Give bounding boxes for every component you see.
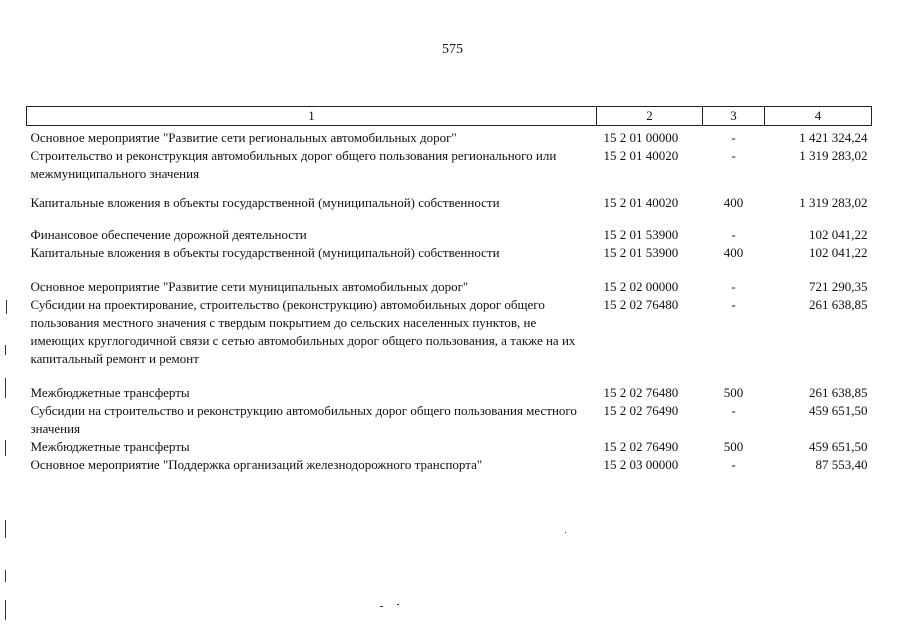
row-code: 15 2 01 53900 — [603, 227, 679, 242]
row-name: Межбюджетные трансферты — [30, 385, 190, 400]
row-type: - — [731, 148, 736, 163]
scan-artifact — [5, 345, 6, 355]
row-code: 15 2 01 00000 — [603, 130, 679, 145]
row-code: 15 2 01 40020 — [603, 195, 679, 210]
row-name: Основное мероприятие "Развитие сети региональных автомобильных дорог" — [30, 130, 457, 145]
row-type: 400 — [723, 195, 744, 210]
table-row — [27, 126, 872, 148]
row-sum: 102 041,22 — [809, 227, 868, 242]
row-sum: 1 319 283,02 — [799, 195, 868, 210]
scan-artifact — [5, 440, 6, 456]
row-sum: 261 638,85 — [809, 297, 868, 312]
row-code: 15 2 02 76490 — [603, 403, 679, 418]
row-name: Межбюджетные трансферты — [30, 439, 190, 454]
row-name: Капитальные вложения в объекты государственной (муниципальной) собственности — [30, 195, 500, 210]
table-row — [27, 212, 872, 244]
scan-artifact — [5, 378, 6, 398]
row-type: - — [731, 403, 736, 418]
scan-artifact — [5, 570, 6, 582]
row-name: Строительство и реконструкция автомобильных дорог общего пользования регионального или межмуниципального значения — [30, 148, 557, 181]
row-name: Капитальные вложения в объекты государственной (муниципальной) собственности — [30, 245, 500, 260]
row-sum: 1 319 283,02 — [799, 148, 868, 163]
row-sum: 102 041,22 — [809, 245, 868, 260]
scan-artifact — [397, 604, 399, 605]
row-name: Финансовое обеспечение дорожной деятельности — [30, 227, 307, 242]
row-name: Основное мероприятие "Поддержка организаций железнодорожного транспорта" — [30, 457, 483, 472]
row-sum: 1 421 324,24 — [799, 130, 868, 145]
table-row — [27, 183, 872, 212]
scan-artifact — [5, 520, 6, 538]
table-row — [27, 296, 872, 368]
page-number: 575 — [442, 42, 463, 57]
row-type: - — [731, 457, 736, 472]
table-row — [27, 262, 872, 296]
row-code: 15 2 01 53900 — [603, 245, 679, 260]
row-sum: 87 553,40 — [815, 457, 868, 472]
column-header-name: 1 — [27, 107, 597, 126]
budget-table — [26, 106, 872, 474]
row-code: 15 2 01 40020 — [603, 148, 679, 163]
table-row — [27, 456, 872, 474]
row-sum: 459 651,50 — [809, 439, 868, 454]
table-row — [27, 368, 872, 402]
row-type: 500 — [723, 439, 744, 454]
row-name: Основное мероприятие "Развитие сети муниципальных автомобильных дорог" — [30, 279, 469, 294]
row-type: 500 — [723, 385, 744, 400]
row-name: Субсидии на строительство и реконструкцию автомобильных дорог общего пользования местного значения — [30, 403, 577, 436]
table-header-row — [27, 107, 872, 126]
scan-artifact — [6, 300, 7, 314]
scan-artifact — [5, 600, 6, 620]
row-type: - — [731, 279, 736, 294]
table-row — [27, 438, 872, 456]
table-row — [27, 244, 872, 262]
row-type: - — [731, 297, 736, 312]
row-sum: 261 638,85 — [809, 385, 868, 400]
row-code: 15 2 02 00000 — [603, 279, 679, 294]
row-sum: 459 651,50 — [809, 403, 868, 418]
row-sum: 721 290,35 — [809, 279, 868, 294]
table-row — [27, 402, 872, 438]
row-type: 400 — [723, 245, 744, 260]
row-type: - — [731, 227, 736, 242]
row-type: - — [731, 130, 736, 145]
table-row — [27, 147, 872, 183]
row-code: 15 2 03 00000 — [603, 457, 679, 472]
column-header-code: 2 — [597, 107, 703, 126]
column-header-sum: 4 — [765, 107, 872, 126]
scan-artifact — [380, 606, 383, 607]
row-code: 15 2 02 76480 — [603, 385, 679, 400]
column-header-type: 3 — [703, 107, 765, 126]
scan-artifact — [565, 532, 566, 533]
row-name: Субсидии на проектирование, строительство (реконструкцию) автомобильных дорог общего пользования местного значения с твердым покрытием до сельских населенных пунктов, не имеющих круглогодичной связи с сетью автомобильных дорог общего пользования, а также на их капитальный ремонт и ремонт — [30, 297, 576, 366]
row-code: 15 2 02 76490 — [603, 439, 679, 454]
row-code: 15 2 02 76480 — [603, 297, 679, 312]
